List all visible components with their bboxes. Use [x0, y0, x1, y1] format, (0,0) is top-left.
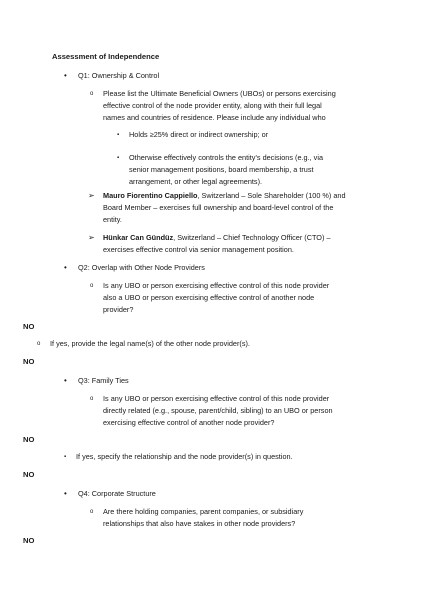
- q1-criterion-line: senior management positions, board membership, a trust: [129, 165, 314, 174]
- person-name: Hünkar Can Gündüz: [103, 233, 174, 242]
- person-role: , Switzerland – Sole Shareholder (100 %) and: [197, 191, 346, 200]
- person-role: , Switzerland – Chief Technology Officer (CTO) –: [173, 233, 331, 242]
- q2-answer: NO: [23, 322, 35, 331]
- q2-label: Q2: Overlap with Other Node Providers: [78, 263, 205, 272]
- square-bullet-icon: ▪: [64, 454, 67, 460]
- q2-followup: If yes, provide the legal name(s) of the other node provider(s).: [50, 339, 250, 348]
- q4-question-line: Are there holding companies, parent companies, or subsidiary: [103, 507, 304, 516]
- q1-label: Q1: Ownership & Control: [78, 71, 160, 80]
- circle-bullet-icon: o: [90, 91, 94, 97]
- q3-question-line: directly related (e.g., spouse, parent/child, sibling) to an UBO or person: [103, 406, 333, 415]
- q2-followup-answer: NO: [23, 357, 35, 366]
- circle-bullet-icon: o: [90, 396, 94, 402]
- arrow-bullet-icon: ➢: [88, 233, 95, 242]
- q3-followup-answer: NO: [23, 470, 35, 479]
- q1-instruction-line: effective control of the node provider entity, along with their full legal: [103, 101, 322, 110]
- circle-bullet-icon: o: [37, 341, 41, 347]
- circle-bullet-icon: o: [90, 509, 94, 515]
- person-entry-line: exercises effective control via senior management position.: [103, 245, 294, 254]
- q1-criterion-line: Holds ≥25% direct or indirect ownership; or: [129, 130, 269, 139]
- q3-followup: If yes, specify the relationship and the node provider(s) in question.: [76, 452, 293, 461]
- q3-question-line: exercising effective control of another node provider?: [103, 418, 275, 427]
- q2-question-line: also a UBO or person exercising effective control of another node: [103, 293, 315, 302]
- bullet-icon: •: [64, 263, 67, 272]
- person-entry-line: [103, 190, 346, 201]
- document-title: Assessment of Independence: [52, 52, 160, 61]
- person-entry-line: entity.: [103, 215, 122, 224]
- bullet-icon: •: [64, 376, 67, 385]
- person-entry-line: Board Member – exercises full ownership and board-level control of the: [103, 203, 334, 212]
- bullet-icon: •: [64, 489, 67, 498]
- q1-criterion-line: arrangement, or other legal agreements).: [129, 177, 263, 186]
- square-bullet-icon: ▪: [117, 155, 120, 161]
- q2-question-line: provider?: [103, 305, 134, 314]
- q1-instruction-line: names and countries of residence. Please include any individual who: [103, 113, 326, 122]
- q3-question-line: Is any UBO or person exercising effective control of this node provider: [103, 394, 330, 403]
- square-bullet-icon: ▪: [117, 132, 120, 138]
- q1-criterion-line: Otherwise effectively controls the entity’s decisions (e.g., via: [129, 153, 323, 162]
- person-name: Mauro Fiorentino Cappiello: [103, 191, 198, 200]
- q3-label: Q3: Family Ties: [78, 376, 129, 385]
- q4-answer: NO: [23, 536, 35, 545]
- q4-question-line: relationships that also have stakes in other node providers?: [103, 519, 296, 528]
- arrow-bullet-icon: ➢: [88, 191, 95, 200]
- q4-label: Q4: Corporate Structure: [78, 489, 156, 498]
- circle-bullet-icon: o: [90, 283, 94, 289]
- bullet-icon: •: [64, 71, 67, 80]
- q1-instruction-line: Please list the Ultimate Beneficial Owners (UBOs) or persons exercising: [103, 89, 336, 98]
- person-entry-line: [103, 232, 331, 243]
- q2-question-line: Is any UBO or person exercising effective control of this node provider: [103, 281, 330, 290]
- q3-answer: NO: [23, 435, 35, 444]
